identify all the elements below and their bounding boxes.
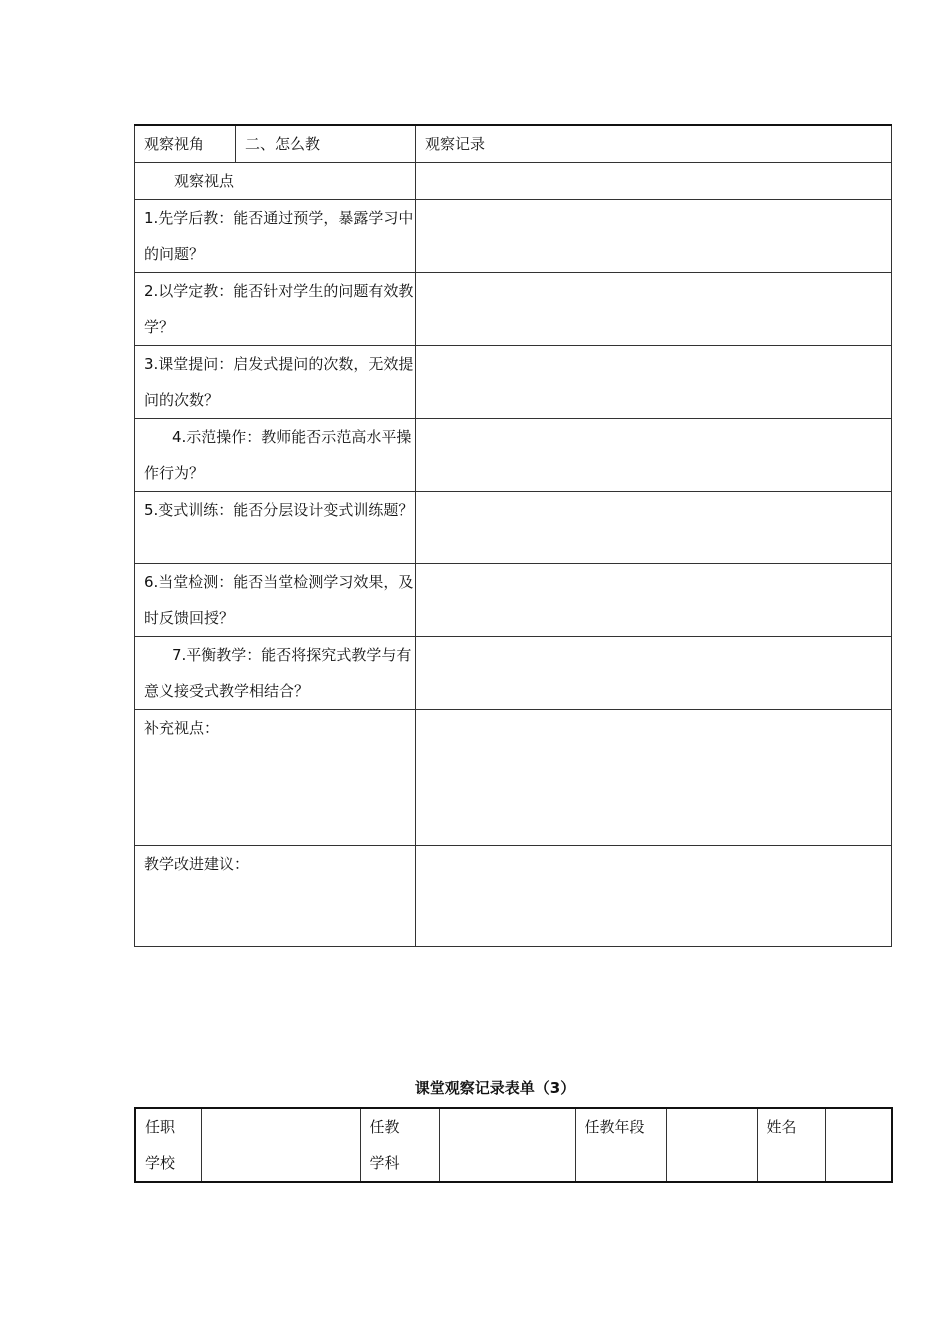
name-field[interactable]: [825, 1108, 892, 1182]
subject-field[interactable]: [439, 1108, 575, 1182]
table-row: [135, 846, 892, 947]
observation-point-label: 观察视点: [135, 163, 416, 200]
record-cell-3[interactable]: [416, 346, 892, 419]
school-field[interactable]: [201, 1108, 360, 1182]
record-cell-6[interactable]: [416, 564, 892, 637]
header-observation-record: 观察记录: [416, 125, 892, 163]
table-row: [135, 419, 892, 492]
teacher-info-row: [135, 1108, 892, 1182]
table-row: [135, 346, 892, 419]
grade-field[interactable]: [666, 1108, 757, 1182]
table-header-row: [135, 125, 892, 163]
observation-item-6: 6.当堂检测：能否当堂检测学习效果，及时反馈回授？: [135, 564, 416, 637]
table-row: [135, 637, 892, 710]
record-cell-2[interactable]: [416, 273, 892, 346]
record-cell-1[interactable]: [416, 200, 892, 273]
supplement-points-label: 补充视点：: [135, 710, 416, 846]
record-cell-5[interactable]: [416, 492, 892, 564]
observation-item-4: 4.示范操作：教师能否示范高水平操作行为？: [135, 419, 416, 492]
grade-label: 任教年段: [575, 1108, 666, 1182]
record-cell-blank[interactable]: [416, 163, 892, 200]
header-how-to-teach: 二、怎么教: [236, 125, 416, 163]
improvement-suggestion-label: 教学改进建议：: [135, 846, 416, 947]
observation-item-5: 5.变式训练：能否分层设计变式训练题？: [135, 492, 416, 564]
table-row: [135, 564, 892, 637]
form-title: 课堂观察记录表单（3）: [414, 1079, 576, 1097]
header-observation-angle: 观察视角: [135, 125, 236, 163]
observation-item-1: 1.先学后教：能否通过预学，暴露学习中的问题？: [135, 200, 416, 273]
table-row: [135, 200, 892, 273]
school-label: 任职学校: [135, 1108, 201, 1182]
teacher-info-table: [134, 1107, 893, 1183]
table-row: [135, 273, 892, 346]
subject-label: 任教学科: [360, 1108, 439, 1182]
supplement-record-cell[interactable]: [416, 710, 892, 846]
table-row: [135, 492, 892, 564]
record-cell-7[interactable]: [416, 637, 892, 710]
observation-item-2: 2.以学定教：能否针对学生的问题有效教学？: [135, 273, 416, 346]
observation-table: [134, 124, 892, 947]
observation-item-7: 7.平衡教学：能否将探究式教学与有意义接受式教学相结合？: [135, 637, 416, 710]
observation-item-3: 3.课堂提问：启发式提问的次数，无效提问的次数？: [135, 346, 416, 419]
record-cell-4[interactable]: [416, 419, 892, 492]
table-row: [135, 710, 892, 846]
subheader-row: [135, 163, 892, 200]
suggestion-record-cell[interactable]: [416, 846, 892, 947]
name-label: 姓名: [757, 1108, 825, 1182]
